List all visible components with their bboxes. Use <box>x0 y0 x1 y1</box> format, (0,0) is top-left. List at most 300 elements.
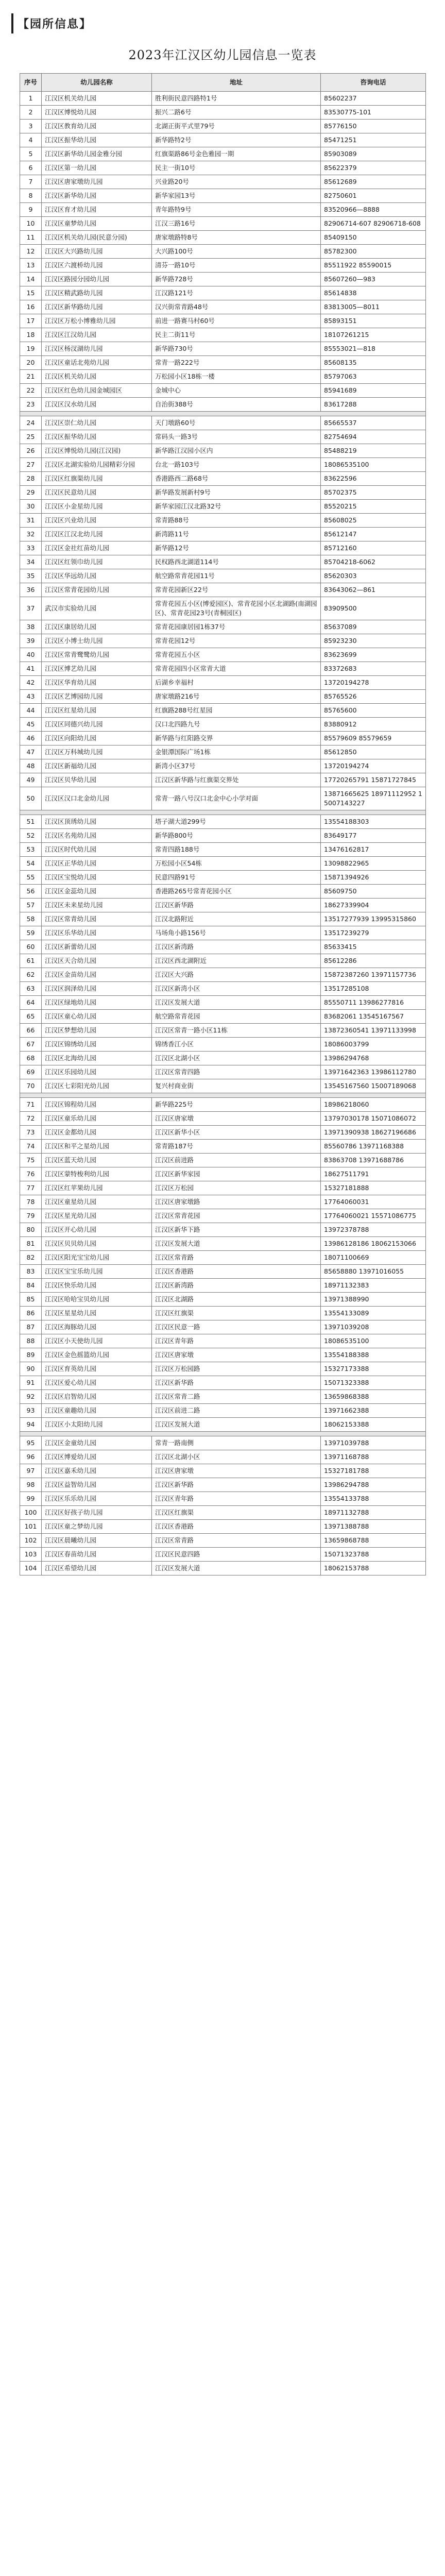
cell-phone: 13971039788 <box>321 1436 426 1450</box>
cell-index: 18 <box>20 328 42 342</box>
cell-address: 江汉区前进路 <box>152 1154 321 1167</box>
cell-name: 江汉区江汉幼儿园 <box>42 328 152 342</box>
table-row <box>20 1307 426 1320</box>
cell-name: 江汉区六渡桥幼儿园 <box>42 259 152 273</box>
cell-index: 12 <box>20 245 42 259</box>
cell-name: 江汉区民意幼儿园 <box>42 486 152 500</box>
cell-name: 江汉区金苗幼儿园 <box>42 968 152 982</box>
cell-phone: 17764060021 15571086775 <box>321 1209 426 1223</box>
cell-name: 江汉区常青幼儿园 <box>42 912 152 926</box>
cell-address: 常青路88号 <box>152 514 321 528</box>
cell-index: 104 <box>20 1562 42 1575</box>
table-row <box>20 1010 426 1024</box>
cell-phone: 18086003799 <box>321 1038 426 1052</box>
section-separator <box>20 1432 426 1436</box>
cell-address: 江汉区唐家墩 <box>152 1112 321 1126</box>
cell-name: 江汉区嘉禾幼儿园 <box>42 1464 152 1478</box>
table-row <box>20 704 426 718</box>
cell-address: 民主二街11号 <box>152 328 321 342</box>
table-row <box>20 458 426 472</box>
table-row <box>20 1404 426 1418</box>
cell-name: 江汉区童趣幼儿园 <box>42 1404 152 1418</box>
table-row <box>20 940 426 954</box>
cell-address: 江汉区香港路 <box>152 1520 321 1534</box>
cell-index: 1 <box>20 92 42 106</box>
cell-index: 64 <box>20 996 42 1010</box>
cell-address: 江汉路121号 <box>152 286 321 300</box>
cell-address: 唐家墩路216号 <box>152 690 321 704</box>
cell-index: 54 <box>20 857 42 871</box>
table-row <box>20 1520 426 1534</box>
cell-name: 江汉区机关幼儿园 <box>42 370 152 384</box>
cell-phone: 18071100669 <box>321 1251 426 1265</box>
cell-phone: 85607260—983 <box>321 273 426 286</box>
cell-address: 塔子湖大道299号 <box>152 815 321 829</box>
table-row <box>20 1492 426 1506</box>
cell-index: 61 <box>20 954 42 968</box>
cell-index: 15 <box>20 286 42 300</box>
cell-index: 84 <box>20 1279 42 1293</box>
cell-address: 香港路265号常青花园小区 <box>152 885 321 899</box>
table-row <box>20 912 426 926</box>
cell-address: 江汉区唐家墩 <box>152 1464 321 1478</box>
table-row <box>20 745 426 759</box>
cell-address: 江汉区新华小区 <box>152 1126 321 1140</box>
cell-address: 航空路常青花园11号 <box>152 569 321 583</box>
cell-name: 江汉区爱心幼儿园 <box>42 1376 152 1390</box>
cell-index: 88 <box>20 1334 42 1348</box>
table-row <box>20 1418 426 1432</box>
cell-phone: 13972378788 <box>321 1223 426 1237</box>
table-row <box>20 662 426 676</box>
cell-phone: 17764060031 <box>321 1195 426 1209</box>
cell-name: 江汉区金都幼儿园 <box>42 1126 152 1140</box>
table-row <box>20 634 426 648</box>
table-row <box>20 759 426 773</box>
cell-index: 40 <box>20 648 42 662</box>
kindergarten-table-wrapper <box>20 73 425 1575</box>
table-row <box>20 500 426 514</box>
cell-address: 江汉区西北湖附近 <box>152 954 321 968</box>
table-row <box>20 328 426 342</box>
cell-name: 江汉区机关幼儿园 <box>42 92 152 106</box>
cell-phone: 18086535100 <box>321 1334 426 1348</box>
cell-phone: 18971132383 <box>321 1279 426 1293</box>
cell-index: 21 <box>20 370 42 384</box>
cell-name: 江汉区乐乐幼儿园 <box>42 1492 152 1506</box>
table-row <box>20 1126 426 1140</box>
table-row <box>20 1024 426 1038</box>
cell-phone: 85903089 <box>321 147 426 161</box>
cell-name: 江汉区名苑幼儿园 <box>42 829 152 843</box>
table-row <box>20 1334 426 1348</box>
cell-index: 11 <box>20 231 42 245</box>
table-row <box>20 398 426 412</box>
cell-phone: 13720194278 <box>321 676 426 690</box>
cell-name: 江汉区北湖实验幼儿园精彩分园 <box>42 458 152 472</box>
cell-phone: 15327181788 <box>321 1464 426 1478</box>
cell-phone: 13554133788 <box>321 1492 426 1506</box>
cell-address: 常青四路188号 <box>152 843 321 857</box>
cell-index: 100 <box>20 1506 42 1520</box>
cell-name: 江汉区小天使幼儿园 <box>42 1334 152 1348</box>
cell-name: 江汉区红旗渠幼儿园 <box>42 472 152 486</box>
cell-name: 江汉区崇仁幼儿园 <box>42 416 152 430</box>
cell-index: 93 <box>20 1404 42 1418</box>
cell-index: 59 <box>20 926 42 940</box>
cell-name: 江汉区启智幼儿园 <box>42 1390 152 1404</box>
section-separator-cell <box>20 412 426 416</box>
cell-phone: 13971388788 <box>321 1520 426 1534</box>
cell-name: 江汉区新华幼儿园金雅分园 <box>42 147 152 161</box>
cell-address: 江汉区北湖路 <box>152 1293 321 1307</box>
cell-index: 58 <box>20 912 42 926</box>
cell-name: 江汉区北海幼儿园 <box>42 1052 152 1065</box>
table-row <box>20 555 426 569</box>
cell-index: 13 <box>20 259 42 273</box>
cell-phone: 85797063 <box>321 370 426 384</box>
table-row <box>20 1562 426 1575</box>
cell-phone: 18971132788 <box>321 1506 426 1520</box>
cell-phone: 83530775-101 <box>321 106 426 120</box>
cell-phone: 18986218060 <box>321 1098 426 1112</box>
cell-address: 常青花园四小区常青大道 <box>152 662 321 676</box>
table-row <box>20 843 426 857</box>
cell-index: 24 <box>20 416 42 430</box>
cell-phone: 13971662388 <box>321 1404 426 1418</box>
cell-index: 28 <box>20 472 42 486</box>
cell-index: 101 <box>20 1520 42 1534</box>
cell-index: 94 <box>20 1418 42 1432</box>
cell-phone: 83643062—861 <box>321 583 426 597</box>
table-row <box>20 1348 426 1362</box>
cell-address: 江汉区发展大道 <box>152 1418 321 1432</box>
table-row <box>20 1251 426 1265</box>
cell-address: 江汉区新华路 <box>152 1376 321 1390</box>
cell-index: 22 <box>20 384 42 398</box>
cell-name: 江汉区锦程幼儿园 <box>42 1098 152 1112</box>
cell-index: 35 <box>20 569 42 583</box>
table-row <box>20 342 426 356</box>
cell-index: 79 <box>20 1209 42 1223</box>
cell-phone: 83520966—8888 <box>321 203 426 217</box>
table-row <box>20 175 426 189</box>
cell-index: 92 <box>20 1390 42 1404</box>
cell-name: 江汉区童话北苑幼儿园 <box>42 356 152 370</box>
cell-address: 江汉区香港路 <box>152 1265 321 1279</box>
cell-phone: 83623699 <box>321 648 426 662</box>
cell-phone: 18627511791 <box>321 1167 426 1181</box>
cell-index: 45 <box>20 718 42 732</box>
cell-index: 47 <box>20 745 42 759</box>
table-row <box>20 597 426 620</box>
page-title: 2023年江汉区幼儿园信息一览表 <box>128 48 317 62</box>
cell-address: 江汉区北湖小区 <box>152 1052 321 1065</box>
cell-phone: 13971168788 <box>321 1450 426 1464</box>
cell-index: 73 <box>20 1126 42 1140</box>
table-row <box>20 300 426 314</box>
cell-phone: 85923230 <box>321 634 426 648</box>
cell-index: 31 <box>20 514 42 528</box>
cell-index: 67 <box>20 1038 42 1052</box>
cell-index: 87 <box>20 1320 42 1334</box>
cell-phone: 85409150 <box>321 231 426 245</box>
cell-index: 39 <box>20 634 42 648</box>
cell-index: 85 <box>20 1293 42 1307</box>
cell-index: 77 <box>20 1181 42 1195</box>
cell-index: 27 <box>20 458 42 472</box>
cell-name: 江汉区新华幼儿园 <box>42 189 152 203</box>
cell-address: 民意四路91号 <box>152 871 321 885</box>
cell-index: 62 <box>20 968 42 982</box>
cell-name: 江汉区红色幼儿园金城园区 <box>42 384 152 398</box>
cell-phone: 85704218-6062 <box>321 555 426 569</box>
cell-phone: 13971388990 <box>321 1293 426 1307</box>
table-row <box>20 356 426 370</box>
cell-index: 33 <box>20 541 42 555</box>
table-body <box>20 92 426 1575</box>
section-separator <box>20 412 426 416</box>
cell-phone: 85665537 <box>321 416 426 430</box>
cell-phone: 13986128186 18062153066 <box>321 1237 426 1251</box>
cell-phone: 85608135 <box>321 356 426 370</box>
table-row <box>20 472 426 486</box>
cell-name: 江汉区蓝天幼儿园 <box>42 1154 152 1167</box>
cell-address: 天门墩路60号 <box>152 416 321 430</box>
cell-index: 37 <box>20 597 42 620</box>
cell-address: 江汉区民意一路 <box>152 1320 321 1334</box>
cell-phone: 83813005—8011 <box>321 300 426 314</box>
cell-phone: 85602237 <box>321 92 426 106</box>
cell-address: 常青一路222号 <box>152 356 321 370</box>
cell-index: 86 <box>20 1307 42 1320</box>
cell-address: 江汉区新华路 <box>152 899 321 912</box>
cell-address: 自治街388号 <box>152 398 321 412</box>
cell-address: 江汉区万松园 <box>152 1181 321 1195</box>
cell-address: 万松园小区54栋 <box>152 857 321 871</box>
cell-phone: 83880912 <box>321 718 426 732</box>
cell-name: 江汉区金蕊幼儿园 <box>42 885 152 899</box>
cell-address: 民主一街10号 <box>152 161 321 175</box>
cell-phone: 13871665625 18971112952 15007143227 <box>321 787 426 810</box>
cell-address: 新华路225号 <box>152 1098 321 1112</box>
cell-phone: 13872360541 13971133998 <box>321 1024 426 1038</box>
cell-phone: 83863708 13971688786 <box>321 1154 426 1167</box>
table-row <box>20 514 426 528</box>
cell-index: 36 <box>20 583 42 597</box>
section-separator <box>20 1093 426 1098</box>
cell-address: 新华路12号 <box>152 541 321 555</box>
cell-address: 复兴村商业街 <box>152 1079 321 1093</box>
cell-name: 江汉区精武路幼儿园 <box>42 286 152 300</box>
table-row <box>20 1112 426 1126</box>
cell-name: 江汉区正华幼儿园 <box>42 857 152 871</box>
table-row <box>20 1390 426 1404</box>
cell-address: 新湾小区37号 <box>152 759 321 773</box>
cell-phone: 13971390938 18627196686 <box>321 1126 426 1140</box>
cell-address: 江汉区新华路与红旗渠交界处 <box>152 773 321 787</box>
column-header-name: 幼儿园名称 <box>42 74 152 92</box>
table-row <box>20 1098 426 1112</box>
cell-name: 江汉区机关幼儿园(民意分园) <box>42 231 152 245</box>
cell-index: 91 <box>20 1376 42 1390</box>
cell-address: 江汉区青年路 <box>152 1334 321 1348</box>
cell-name: 江汉区童心幼儿园 <box>42 1010 152 1024</box>
cell-index: 76 <box>20 1167 42 1181</box>
cell-phone: 18062153388 <box>321 1418 426 1432</box>
cell-phone: 13554188303 <box>321 815 426 829</box>
table-row <box>20 1376 426 1390</box>
cell-address: 金银潭国际广场1栋 <box>152 745 321 759</box>
table-row <box>20 1079 426 1093</box>
cell-address: 新华路与红阳路交界 <box>152 732 321 745</box>
cell-phone: 13517239279 <box>321 926 426 940</box>
cell-name: 武汉市实验幼儿园 <box>42 597 152 620</box>
cell-address: 青年路特9号 <box>152 203 321 217</box>
cell-index: 52 <box>20 829 42 843</box>
cell-phone: 85471251 <box>321 133 426 147</box>
cell-index: 30 <box>20 500 42 514</box>
cell-address: 江汉三路16号 <box>152 217 321 231</box>
cell-phone: 85941689 <box>321 384 426 398</box>
cell-phone: 83372683 <box>321 662 426 676</box>
cell-phone: 85614838 <box>321 286 426 300</box>
cell-phone: 82754694 <box>321 430 426 444</box>
cell-address: 常青花园康居园1栋37号 <box>152 620 321 634</box>
cell-phone: 85520215 <box>321 500 426 514</box>
cell-index: 102 <box>20 1534 42 1548</box>
table-row <box>20 106 426 120</box>
cell-phone: 13517285108 <box>321 982 426 996</box>
cell-address: 江汉区唐家墩路 <box>152 1195 321 1209</box>
cell-address: 常青花园五小区 <box>152 648 321 662</box>
cell-name: 江汉区教育幼儿园 <box>42 120 152 133</box>
cell-name: 江汉区乐华幼儿园 <box>42 926 152 940</box>
cell-address: 江汉区红旗渠 <box>152 1307 321 1320</box>
cell-name: 江汉区阳光宝宝幼儿园 <box>42 1251 152 1265</box>
cell-phone: 85893151 <box>321 314 426 328</box>
cell-name: 江汉区好孩子幼儿园 <box>42 1506 152 1520</box>
cell-index: 29 <box>20 486 42 500</box>
cell-index: 70 <box>20 1079 42 1093</box>
cell-address: 民权路西北湖道114号 <box>152 555 321 569</box>
cell-address: 汉口北四路九号 <box>152 718 321 732</box>
cell-phone: 85612689 <box>321 175 426 189</box>
cell-name: 江汉区星光幼儿园 <box>42 1209 152 1223</box>
cell-name: 江汉区康居幼儿园 <box>42 620 152 634</box>
column-header-phone: 咨询电话 <box>321 74 426 92</box>
cell-address: 江汉区常青二路 <box>152 1390 321 1404</box>
table-row <box>20 1038 426 1052</box>
cell-phone: 85782300 <box>321 245 426 259</box>
cell-index: 97 <box>20 1464 42 1478</box>
table-row <box>20 147 426 161</box>
table-row <box>20 1181 426 1195</box>
table-row <box>20 968 426 982</box>
cell-address: 红旗路288号红星园 <box>152 704 321 718</box>
cell-address: 常青路187号 <box>152 1140 321 1154</box>
cell-index: 55 <box>20 871 42 885</box>
table-row <box>20 217 426 231</box>
table-row <box>20 189 426 203</box>
cell-name: 江汉区时代幼儿园 <box>42 843 152 857</box>
cell-address: 唐家墩路特8号 <box>152 231 321 245</box>
cell-phone: 13098822965 <box>321 857 426 871</box>
cell-name: 江汉区未来星幼儿园 <box>42 899 152 912</box>
cell-phone: 85608025 <box>321 514 426 528</box>
cell-index: 80 <box>20 1223 42 1237</box>
cell-index: 9 <box>20 203 42 217</box>
cell-phone: 15871394926 <box>321 871 426 885</box>
table-row <box>20 259 426 273</box>
cell-index: 75 <box>20 1154 42 1167</box>
cell-phone: 85511922 85590015 <box>321 259 426 273</box>
cell-address: 江汉区新华下路 <box>152 1223 321 1237</box>
cell-address: 香港路西二路68号 <box>152 472 321 486</box>
cell-phone: 85622379 <box>321 161 426 175</box>
cell-phone: 82750601 <box>321 189 426 203</box>
cell-name: 江汉区益智幼儿园 <box>42 1478 152 1492</box>
table-row <box>20 245 426 259</box>
cell-address: 江汉区常青路 <box>152 1251 321 1265</box>
cell-address: 兴业路20号 <box>152 175 321 189</box>
cell-name: 江汉区乐园幼儿园 <box>42 1065 152 1079</box>
table-row <box>20 120 426 133</box>
cell-phone: 85765526 <box>321 690 426 704</box>
cell-name: 江汉区宝悦幼儿园 <box>42 871 152 885</box>
cell-name: 江汉区快乐幼儿园 <box>42 1279 152 1293</box>
table-row <box>20 1237 426 1251</box>
cell-index: 69 <box>20 1065 42 1079</box>
cell-name: 江汉区小太阳幼儿园 <box>42 1418 152 1432</box>
cell-address: 常青一路南侧 <box>152 1436 321 1450</box>
cell-index: 72 <box>20 1112 42 1126</box>
cell-phone: 85612286 <box>321 954 426 968</box>
cell-address: 航空路常青花园 <box>152 1010 321 1024</box>
cell-phone: 85712160 <box>321 541 426 555</box>
table-row <box>20 690 426 704</box>
cell-index: 23 <box>20 398 42 412</box>
cell-phone: 85658880 13971016055 <box>321 1265 426 1279</box>
cell-index: 53 <box>20 843 42 857</box>
cell-phone: 13554133089 <box>321 1307 426 1320</box>
cell-name: 江汉区开心幼儿园 <box>42 1223 152 1237</box>
cell-phone: 13986294768 <box>321 1052 426 1065</box>
cell-name: 江汉区贝华幼儿园 <box>42 773 152 787</box>
cell-address: 江汉区新湾路 <box>152 940 321 954</box>
table-row <box>20 1534 426 1548</box>
table-row <box>20 528 426 541</box>
cell-address: 江汉区常青花园 <box>152 1209 321 1223</box>
cell-index: 96 <box>20 1450 42 1464</box>
cell-name: 江汉区和平之星幼儿园 <box>42 1140 152 1154</box>
cell-address: 新华家园13号 <box>152 189 321 203</box>
table-row <box>20 982 426 996</box>
cell-name: 江汉区华远幼儿园 <box>42 569 152 583</box>
cell-phone: 18627339904 <box>321 899 426 912</box>
cell-address: 江汉区常青一路小区11栋 <box>152 1024 321 1038</box>
cell-phone: 83909500 <box>321 597 426 620</box>
cell-name: 江汉区育才幼儿园 <box>42 203 152 217</box>
cell-phone: 13971039208 <box>321 1320 426 1334</box>
table-row <box>20 732 426 745</box>
table-row <box>20 1265 426 1279</box>
cell-name: 江汉区万松小博雅幼儿园 <box>42 314 152 328</box>
table-row <box>20 203 426 217</box>
cell-address: 江汉区前进二路 <box>152 1404 321 1418</box>
cell-address: 马场角小路156号 <box>152 926 321 940</box>
cell-phone: 13720194274 <box>321 759 426 773</box>
